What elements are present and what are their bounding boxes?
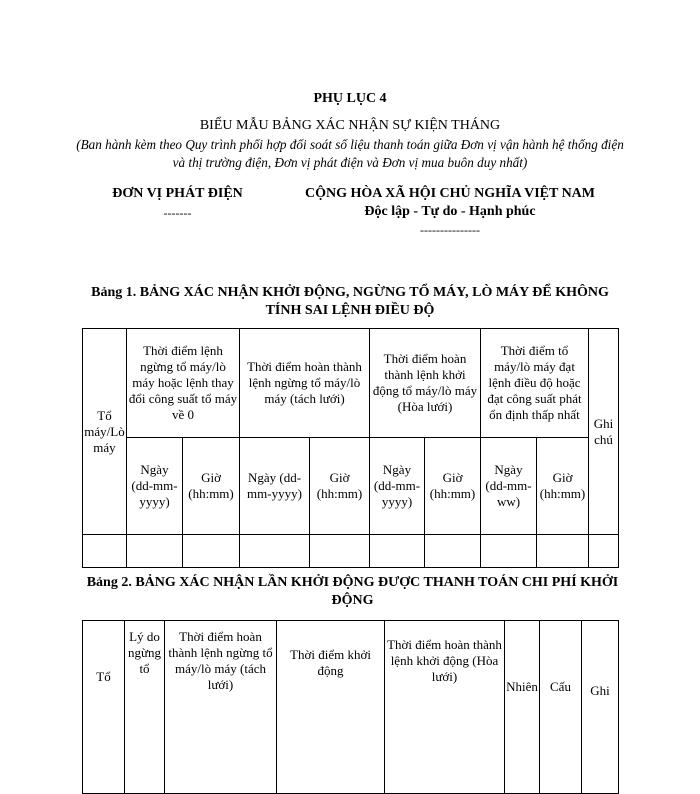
table1-header-stop-order: Thời điểm lệnh ngừng tổ máy/lò máy hoặc lệnh thay đổi công suất tổ máy về 0 bbox=[127, 329, 240, 438]
table1-header-unit: Tổ máy/Lò máy bbox=[83, 329, 127, 535]
table1-subheader-date: Ngày (dd-mm-yyyy) bbox=[370, 438, 425, 535]
table1-header-reach-dispatch: Thời điểm tổ máy/lò máy đạt lệnh điều độ hoặc đạt công suất phát ổn định thấp nhất bbox=[481, 329, 589, 438]
table1-title: Bảng 1. BẢNG XÁC NHẬN KHỞI ĐỘNG, NGỪNG TỔ MÁY, LÒ MÁY ĐỂ KHÔNG TÍNH SAI LỆNH ĐIỀU ĐỘ bbox=[91, 285, 609, 318]
table1-empty-cell bbox=[370, 535, 425, 568]
table2-header-start-time: Thời điểm khởi động bbox=[277, 621, 385, 794]
table1-empty-cell bbox=[310, 535, 370, 568]
table1-empty-cell bbox=[127, 535, 183, 568]
form-title: BIỂU MẪU BẢNG XÁC NHẬN SỰ KIỆN THÁNG bbox=[199, 118, 501, 133]
table1-header-stop-complete: Thời điểm hoàn thành lệnh ngừng tổ máy/lò máy (tách lưới) bbox=[240, 329, 370, 438]
national-motto: Độc lập - Tự do - Hạnh phúc bbox=[364, 204, 536, 219]
table1-empty-cell bbox=[481, 535, 537, 568]
motto-divider: --------------- bbox=[420, 223, 480, 237]
table2-header-reason: Lý do ngừng tổ bbox=[125, 621, 165, 794]
table1-subheader-date: Ngày (dd-mm-yyyy) bbox=[127, 438, 183, 535]
table2-title: Bảng 2. BẢNG XÁC NHẬN LẦN KHỞI ĐỘNG ĐƯỢC THANH TOÁN CHI PHÍ KHỞI ĐỘNG bbox=[86, 575, 619, 608]
table2-header-unit: Tổ bbox=[83, 621, 125, 794]
form-subtitle: (Ban hành kèm theo Quy trình phối hợp đối soát số liệu thanh toán giữa Đơn vị vận hành hệ thống điện và thị trường điện, Đơn vị phát điện và Đơn vị mua buôn duy nhất) bbox=[76, 137, 624, 170]
table1-empty-cell bbox=[537, 535, 589, 568]
table1-subheader-time: Giờ (hh:mm) bbox=[425, 438, 481, 535]
republic-heading: CỘNG HÒA XÃ HỘI CHỦ NGHĨA VIỆT NAM bbox=[304, 186, 595, 201]
table1-header-note: Ghi chú bbox=[589, 329, 619, 535]
table1-empty-cell bbox=[183, 535, 240, 568]
table1 bbox=[82, 328, 619, 568]
table1-subheader-date: Ngày (dd-mm-ww) bbox=[481, 438, 537, 535]
table2-header-note: Ghi bbox=[582, 621, 619, 794]
table1-header-start-complete: Thời điểm hoàn thành lệnh khởi động tổ máy/lò máy (Hòa lưới) bbox=[370, 329, 481, 438]
appendix-title: PHỤ LỤC 4 bbox=[313, 91, 387, 106]
table2 bbox=[82, 620, 619, 794]
table1-empty-cell bbox=[589, 535, 619, 568]
generating-unit-divider: ------- bbox=[163, 206, 192, 220]
generating-unit-heading: ĐƠN VỊ PHÁT ĐIỆN bbox=[112, 186, 243, 201]
table2-header-config: Cấu bbox=[540, 621, 582, 794]
table1-empty-cell bbox=[240, 535, 310, 568]
table1-empty-cell bbox=[425, 535, 481, 568]
table2-header-stop-complete: Thời điểm hoàn thành lệnh ngừng tổ máy/lò máy (tách lưới) bbox=[165, 621, 277, 794]
table2-header-sync-complete: Thời điểm hoàn thành lệnh khởi động (Hòa lưới) bbox=[385, 621, 505, 794]
table1-empty-cell bbox=[83, 535, 127, 568]
table1-subheader-time: Giờ (hh:mm) bbox=[310, 438, 370, 535]
table1-subheader-date: Ngày (dd-mm-yyyy) bbox=[240, 438, 310, 535]
table1-subheader-time: Giờ (hh:mm) bbox=[537, 438, 589, 535]
table1-subheader-time: Giờ (hh:mm) bbox=[183, 438, 240, 535]
table2-header-fuel: Nhiên bbox=[505, 621, 540, 794]
